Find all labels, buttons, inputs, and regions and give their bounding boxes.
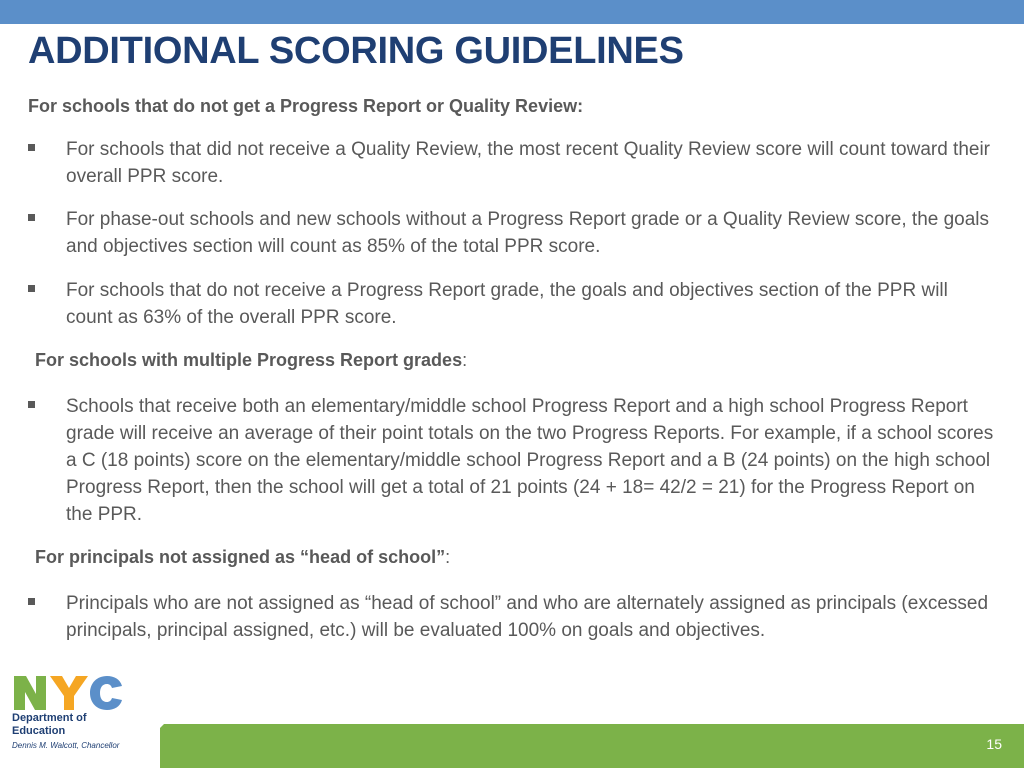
bullet-marker-icon bbox=[28, 214, 35, 221]
bullet-marker-icon bbox=[28, 598, 35, 605]
list-item: Schools that receive both an elementary/middle school Progress Report and a high school Progress Report grade will receive an average of their point totals on the two Progress Reports. For example, if a school scores a C (18 points) score on the elementary/middle school Progress Report and a B (24 points) on the high school Progress Report, then the school will get a total of 21 points (24 + 18= 42/2 = 21) for the Progress Report on the PPR. bbox=[28, 393, 996, 528]
bullet-marker-icon bbox=[28, 144, 35, 151]
list-item: For schools that did not receive a Quality Review, the most recent Quality Review score will count toward their overall PPR score. bbox=[28, 136, 996, 190]
chancellor-name: Dennis M. Walcott, Chancellor bbox=[12, 741, 120, 750]
list-item: For phase-out schools and new schools without a Progress Report grade or a Quality Review score, the goals and objectives section will count as 85% of the total PPR score. bbox=[28, 206, 996, 260]
page-number: 15 bbox=[986, 736, 1002, 752]
logo-letter-c bbox=[90, 676, 122, 710]
logo-text: NYC bbox=[12, 674, 15, 675]
section-heading-multiple-grades: For schools with multiple Progress Report grades: bbox=[35, 350, 468, 370]
bullet-marker-icon bbox=[28, 401, 35, 408]
department-name: Department of Education bbox=[12, 712, 87, 737]
logo-letter-n bbox=[14, 676, 46, 710]
slide-title: ADDITIONAL SCORING GUIDELINES bbox=[28, 30, 684, 72]
bullet-marker-icon bbox=[28, 285, 35, 292]
section-heading-no-report: For schools that do not get a Progress Report or Quality Review: bbox=[28, 96, 584, 116]
list-item: For schools that do not receive a Progress Report grade, the goals and objectives section of the PPR will count as 63% of the overall PPR score. bbox=[28, 277, 996, 331]
logo-letter-y bbox=[50, 676, 88, 710]
footer-diagonal bbox=[120, 724, 164, 768]
section-heading-not-head-of-school: For principals not assigned as “head of school”: bbox=[35, 547, 451, 567]
list-item: Principals who are not assigned as “head of school” and who are alternately assigned as principals (excessed principals, principal assigned, etc.) will be evaluated 100% on goals and objectives. bbox=[28, 590, 996, 644]
top-accent-bar bbox=[0, 0, 1024, 24]
nyc-logo-icon bbox=[12, 674, 124, 712]
